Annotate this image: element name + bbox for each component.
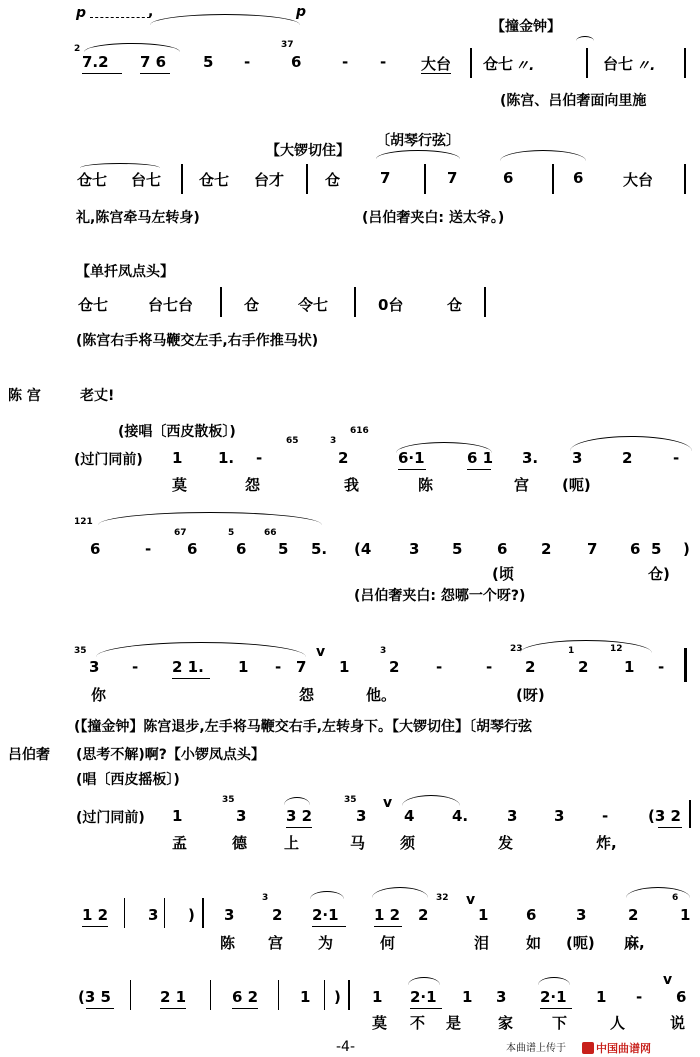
note: 3 bbox=[236, 807, 247, 825]
grace-note: 121 bbox=[74, 517, 93, 527]
note: 7 bbox=[380, 169, 391, 187]
slur bbox=[520, 640, 652, 653]
note: - bbox=[275, 658, 282, 676]
lyric: 马 bbox=[350, 834, 366, 852]
slur bbox=[576, 36, 594, 41]
note: 6 bbox=[630, 540, 641, 558]
underline-beam bbox=[540, 1008, 572, 1009]
note: 6 bbox=[676, 988, 687, 1006]
percussion-beat: 大台 bbox=[421, 55, 452, 73]
lyric: 须 bbox=[400, 834, 416, 852]
grace-note: 5 bbox=[228, 528, 235, 538]
stage-direction: (陈宫、吕伯奢面向里施 bbox=[500, 93, 647, 109]
lyric: 孟 bbox=[172, 834, 188, 852]
underline-beam bbox=[82, 926, 108, 927]
lyric: 不 bbox=[410, 1014, 426, 1032]
note: (3 5 bbox=[78, 988, 111, 1006]
lyric: 泪 bbox=[474, 934, 490, 952]
lyric: 上 bbox=[284, 834, 300, 852]
lyric: 莫 bbox=[172, 476, 188, 494]
note: 1 bbox=[339, 658, 350, 676]
barline bbox=[684, 648, 687, 682]
percussion-beat: 仓 bbox=[244, 296, 260, 314]
note: 7 bbox=[447, 169, 458, 187]
underline-beam bbox=[421, 73, 451, 74]
note: 1 bbox=[462, 988, 473, 1006]
percussion-beat: 台七 bbox=[603, 55, 634, 73]
crescendo-line bbox=[90, 17, 150, 18]
note: 6 bbox=[503, 169, 514, 187]
note: 3 2 bbox=[286, 807, 313, 825]
underline-beam bbox=[82, 73, 122, 74]
cue-label: 【撞金钟】 bbox=[491, 19, 561, 35]
note: 6 bbox=[291, 53, 302, 71]
barline bbox=[181, 164, 183, 194]
note: - bbox=[244, 53, 251, 71]
grace-note: 66 bbox=[264, 528, 277, 538]
breath-mark: v bbox=[663, 972, 673, 988]
barline bbox=[164, 898, 165, 928]
note: 3. bbox=[522, 449, 539, 467]
stage-direction: 礼,陈宫牵马左转身) bbox=[76, 210, 200, 226]
barline bbox=[470, 48, 472, 78]
note: 2 1. bbox=[172, 658, 204, 676]
note: 7 bbox=[296, 658, 307, 676]
note: 2 bbox=[541, 540, 552, 558]
note: (3 2 bbox=[648, 807, 681, 825]
note: - bbox=[636, 988, 643, 1006]
note: 5 bbox=[452, 540, 463, 558]
note: - bbox=[380, 53, 387, 71]
note: 2·1 bbox=[312, 906, 339, 924]
site-logo[interactable] bbox=[582, 1037, 651, 1056]
lyric: 陈 bbox=[220, 934, 236, 952]
lyric: 是 bbox=[446, 1014, 462, 1032]
tremolo-mark: 〃. bbox=[636, 58, 656, 74]
note: 2 bbox=[578, 658, 589, 676]
note: 1 bbox=[300, 988, 311, 1006]
barline bbox=[324, 980, 325, 1010]
barline bbox=[220, 287, 222, 317]
note: - bbox=[342, 53, 349, 71]
note: 6·1 bbox=[398, 449, 425, 467]
note: 3 bbox=[409, 540, 420, 558]
note: - bbox=[132, 658, 139, 676]
lyric: 下 bbox=[552, 1014, 568, 1032]
grace-note: 1 bbox=[568, 646, 575, 656]
slur bbox=[538, 977, 570, 985]
lyric: (顷 bbox=[492, 565, 514, 583]
slur bbox=[96, 642, 306, 657]
note: 5. bbox=[311, 540, 328, 558]
lyric: 发 bbox=[498, 834, 514, 852]
note: 1 bbox=[172, 807, 183, 825]
lyric: 为 bbox=[318, 934, 334, 952]
barline bbox=[586, 48, 588, 78]
note: 7 bbox=[587, 540, 598, 558]
grace-note: 32 bbox=[436, 893, 449, 903]
logo-icon bbox=[582, 1042, 594, 1054]
slur bbox=[408, 977, 440, 985]
cue-label: (唱〔西皮摇板〕) bbox=[76, 772, 180, 788]
percussion-beat: 大台 bbox=[623, 171, 654, 189]
underline-beam bbox=[232, 1008, 258, 1009]
underline-beam bbox=[658, 827, 682, 828]
percussion-beat: 台七台 bbox=[148, 296, 194, 314]
note: 3 bbox=[356, 807, 367, 825]
lyric: 如 bbox=[526, 934, 542, 952]
lyric: 宫 bbox=[514, 476, 530, 494]
lyric: 你 bbox=[91, 686, 107, 704]
breath-mark: v bbox=[466, 892, 476, 908]
grace-note: 37 bbox=[281, 40, 294, 50]
note: 2 bbox=[525, 658, 536, 676]
note: 1 bbox=[596, 988, 607, 1006]
barline bbox=[684, 48, 686, 78]
grace-note: 35 bbox=[222, 795, 235, 805]
lyric: 仓) bbox=[648, 565, 670, 583]
barline bbox=[124, 898, 125, 928]
lyric: (呃) bbox=[566, 934, 595, 952]
note: 2·1 bbox=[540, 988, 567, 1006]
spoken-line: (思考不解)啊?【小锣凤点头】 bbox=[76, 747, 265, 763]
cue-label: 【单扦凤点头】 bbox=[76, 264, 174, 280]
underline-beam bbox=[286, 827, 312, 828]
speaker-name: 陈 宫 bbox=[8, 388, 41, 404]
grace-note: 35 bbox=[74, 646, 87, 656]
lyric: (呃) bbox=[562, 476, 591, 494]
barline bbox=[684, 164, 686, 194]
lyric: 家 bbox=[498, 1014, 514, 1032]
note: - bbox=[602, 807, 609, 825]
note: 1 bbox=[680, 906, 691, 924]
note: 3 bbox=[572, 449, 583, 467]
grace-note: 12 bbox=[610, 644, 623, 654]
breath-mark: v bbox=[316, 644, 326, 660]
note: 3 bbox=[148, 906, 159, 924]
barline bbox=[278, 980, 279, 1010]
slur bbox=[98, 512, 322, 525]
barline bbox=[130, 980, 131, 1010]
lyric: 麻, bbox=[624, 934, 645, 952]
note: 2 bbox=[622, 449, 633, 467]
page-number: -4- bbox=[336, 1039, 356, 1055]
underline-beam bbox=[172, 678, 210, 679]
barline bbox=[348, 980, 350, 1010]
lyric: 怨 bbox=[245, 476, 261, 494]
note: 6 bbox=[573, 169, 584, 187]
note: 6 bbox=[497, 540, 508, 558]
percussion-beat: 台七 bbox=[131, 171, 162, 189]
stage-direction: (吕伯奢夹白: 送太爷。) bbox=[362, 210, 505, 226]
barline bbox=[424, 164, 426, 194]
slur bbox=[84, 43, 180, 52]
slur bbox=[310, 891, 344, 899]
underline-beam bbox=[467, 469, 491, 470]
note: 3 bbox=[507, 807, 518, 825]
grace-note: 616 bbox=[350, 426, 369, 436]
percussion-beat: 台才 bbox=[254, 171, 285, 189]
grace-note: 6 bbox=[672, 893, 679, 903]
note: (4 bbox=[354, 540, 372, 558]
prelude-note: (过门同前) bbox=[74, 452, 143, 468]
note: 1 2 bbox=[82, 906, 109, 924]
percussion-beat: 仓 bbox=[325, 171, 341, 189]
grace-note: 3 bbox=[380, 646, 387, 656]
lyric: 怨 bbox=[299, 686, 315, 704]
stage-direction: (【撞金钟】陈宫退步,左手将马鞭交右手,左转身下。【大锣切住】〔胡琴行弦 bbox=[74, 719, 533, 735]
note: 3 bbox=[496, 988, 507, 1006]
dynamic-mark: p bbox=[76, 5, 87, 21]
note: - bbox=[658, 658, 665, 676]
grace-note: 2 bbox=[74, 44, 81, 54]
percussion-beat: 仓七 bbox=[78, 296, 109, 314]
note: 7.2 bbox=[82, 53, 109, 71]
note: 4. bbox=[452, 807, 469, 825]
note: 6 bbox=[526, 906, 537, 924]
slur bbox=[80, 163, 160, 168]
cue-label: (接唱〔西皮散板〕) bbox=[118, 424, 236, 440]
note: 2 1 bbox=[160, 988, 187, 1006]
grace-note: 3 bbox=[262, 893, 269, 903]
note: - bbox=[486, 658, 493, 676]
barline bbox=[306, 164, 308, 194]
note: 2 bbox=[418, 906, 429, 924]
lyric: 何 bbox=[380, 934, 396, 952]
note: 3 bbox=[554, 807, 565, 825]
slur bbox=[402, 795, 460, 806]
note: 3 bbox=[576, 906, 587, 924]
underline-beam bbox=[374, 926, 402, 927]
note: 1 bbox=[478, 906, 489, 924]
lyric: (呀) bbox=[516, 686, 545, 704]
tremolo-mark: 〃. bbox=[515, 58, 535, 74]
grace-note: 35 bbox=[344, 795, 357, 805]
note: 3 bbox=[89, 658, 100, 676]
percussion-beat: 令七 bbox=[298, 296, 329, 314]
note: 7 6 bbox=[140, 53, 167, 71]
grace-note: 3 bbox=[330, 436, 337, 446]
prelude-note: (过门同前) bbox=[76, 810, 145, 826]
note: 5 bbox=[278, 540, 289, 558]
note: 6 bbox=[90, 540, 101, 558]
site-name: 中国曲谱网 bbox=[596, 1042, 651, 1055]
stage-direction: (陈宫右手将马鞭交左手,右手作推马状) bbox=[76, 333, 319, 349]
note: 6 bbox=[236, 540, 247, 558]
grace-note: 67 bbox=[174, 528, 187, 538]
percussion-beat: 0台 bbox=[378, 296, 404, 314]
note: 6 1 bbox=[467, 449, 494, 467]
underline-beam bbox=[86, 1008, 114, 1009]
slur bbox=[150, 14, 300, 25]
note: 5 bbox=[651, 540, 662, 558]
note: 3 bbox=[224, 906, 235, 924]
barline bbox=[354, 287, 356, 317]
note: 4 bbox=[404, 807, 415, 825]
note: 1 2 bbox=[374, 906, 401, 924]
lyric: 我 bbox=[344, 476, 360, 494]
dynamic-mark: p bbox=[296, 4, 307, 20]
stage-direction: (吕伯奢夹白: 怨哪一个呀?) bbox=[354, 588, 526, 604]
note: 1. bbox=[218, 449, 235, 467]
lyric: 他。 bbox=[366, 686, 397, 704]
lyric: 陈 bbox=[418, 476, 434, 494]
lyric: 德 bbox=[232, 834, 248, 852]
slur bbox=[376, 150, 460, 159]
slur bbox=[284, 797, 310, 805]
note: 1 bbox=[624, 658, 635, 676]
comma-mark: , bbox=[148, 4, 154, 20]
grace-note: 65 bbox=[286, 436, 299, 446]
note: 1 bbox=[372, 988, 383, 1006]
upload-note: 本曲谱上传于 bbox=[506, 1043, 566, 1054]
lyric: 人 bbox=[610, 1014, 626, 1032]
underline-beam bbox=[398, 469, 426, 470]
percussion-beat: 仓七 bbox=[199, 171, 230, 189]
underline-beam bbox=[160, 1008, 186, 1009]
note: - bbox=[673, 449, 680, 467]
note: 2 bbox=[389, 658, 400, 676]
note: 6 bbox=[187, 540, 198, 558]
slur bbox=[372, 887, 428, 898]
barline bbox=[210, 980, 211, 1010]
underline-beam bbox=[410, 1008, 442, 1009]
lyric: 炸, bbox=[596, 834, 617, 852]
grace-note: 23 bbox=[510, 644, 523, 654]
speaker-name: 吕伯奢 bbox=[8, 747, 50, 763]
lyric: 宫 bbox=[268, 934, 284, 952]
note: ) bbox=[188, 906, 195, 924]
note: 5 bbox=[203, 53, 214, 71]
note: 2 bbox=[272, 906, 283, 924]
breath-mark: v bbox=[383, 795, 393, 811]
lyric: 说 bbox=[670, 1014, 686, 1032]
note: - bbox=[436, 658, 443, 676]
note: 6 2 bbox=[232, 988, 259, 1006]
percussion-beat: 仓 bbox=[447, 296, 463, 314]
cue-label: 【大锣切住】 bbox=[266, 143, 350, 159]
percussion-beat: 仓七 bbox=[77, 171, 108, 189]
spoken-line: 老丈! bbox=[80, 388, 115, 404]
note: - bbox=[145, 540, 152, 558]
note: 2 bbox=[628, 906, 639, 924]
barline bbox=[202, 898, 204, 928]
note: 2 bbox=[338, 449, 349, 467]
underline-beam bbox=[312, 926, 346, 927]
underline-beam bbox=[140, 73, 170, 74]
note: ) bbox=[334, 988, 341, 1006]
note: 1 bbox=[172, 449, 183, 467]
note: ) bbox=[683, 540, 690, 558]
barline bbox=[689, 800, 691, 828]
barline bbox=[484, 287, 486, 317]
slur bbox=[500, 150, 586, 161]
barline bbox=[552, 164, 554, 194]
percussion-beat: 仓七 bbox=[483, 55, 514, 73]
lyric: 莫 bbox=[372, 1014, 388, 1032]
cue-label: 〔胡琴行弦〕 bbox=[376, 133, 460, 149]
note: - bbox=[256, 449, 263, 467]
note: 1 bbox=[238, 658, 249, 676]
note: 2·1 bbox=[410, 988, 437, 1006]
slur bbox=[626, 887, 690, 898]
